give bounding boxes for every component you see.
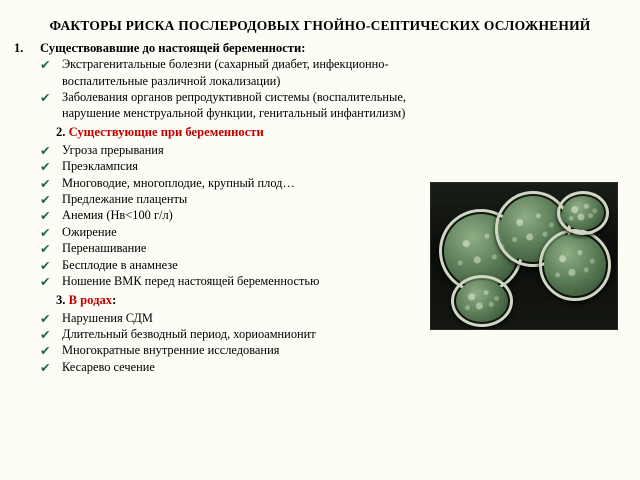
- list-item: [14, 176, 626, 192]
- section-1-title: Существовавшие до настоящей беременности:: [40, 40, 306, 55]
- list-item: [14, 143, 626, 159]
- list-item-label: Перенашивание: [62, 241, 147, 256]
- check-icon: ✔: [40, 159, 51, 175]
- section-2-title: Существующие при беременности: [68, 125, 264, 140]
- check-icon: ✔: [40, 89, 51, 105]
- list-item-label: Нарушения СДМ: [62, 310, 153, 325]
- list-item-label: Многоводие, многоплодие, крупный плод…: [62, 175, 295, 190]
- check-icon: ✔: [40, 224, 51, 240]
- list-item-label: Длительный безводный период, хориоамнионит: [62, 326, 316, 341]
- check-icon: ✔: [40, 257, 51, 273]
- section-2-number: 2.: [56, 125, 66, 140]
- list-item: [14, 192, 626, 208]
- list-item: [14, 327, 626, 343]
- list-item: [14, 159, 626, 175]
- list-item-label: Кесарево сечение: [62, 359, 155, 374]
- list-item: [14, 274, 626, 290]
- section-3-title-suffix: :: [112, 292, 117, 307]
- check-icon: ✔: [40, 310, 51, 326]
- slide-body: [14, 41, 626, 376]
- section-1-number: 1.: [14, 40, 24, 55]
- list-item-label: Ожирение: [62, 224, 117, 239]
- list-item: [14, 343, 626, 359]
- check-icon: ✔: [40, 326, 51, 342]
- list-item-label: Экстрагенитальные болезни (сахарный диабет, инфекционно-: [62, 57, 389, 72]
- check-icon: ✔: [40, 142, 51, 158]
- list-item: [14, 241, 626, 257]
- list-item: [14, 360, 626, 376]
- list-item-label: Бесплодие в анамнезе: [62, 257, 178, 272]
- list-item: [14, 57, 626, 73]
- list-item-label: Преэклампсия: [62, 159, 138, 174]
- list-item-label: Многократные внутренние исследования: [62, 343, 280, 358]
- section-3-heading: [14, 293, 626, 309]
- check-icon: ✔: [40, 241, 51, 257]
- list-item: [14, 225, 626, 241]
- list-item: [14, 311, 626, 327]
- check-icon: ✔: [40, 208, 51, 224]
- list-item-label: Предлежание плаценты: [62, 192, 188, 207]
- check-icon: ✔: [40, 57, 51, 73]
- section-2-heading: [14, 125, 626, 141]
- list-item: [14, 258, 626, 274]
- section-3-number: 3.: [56, 292, 66, 307]
- section-1-heading: [14, 41, 626, 56]
- list-item: [14, 90, 626, 106]
- check-icon: ✔: [40, 273, 51, 289]
- check-icon: ✔: [40, 359, 51, 375]
- list-item-continuation: нарушение менструальной функции, генитальный инфантилизм): [62, 106, 406, 121]
- list-item: [14, 208, 626, 224]
- list-item-label: Ношение ВМК перед настоящей беременностью: [62, 273, 320, 288]
- list-item-label: Угроза прерывания: [62, 142, 164, 157]
- section-3-title: В родах: [68, 292, 113, 307]
- list-item-label: Анемия (Нв<100 г/л): [62, 208, 173, 223]
- check-icon: ✔: [40, 192, 51, 208]
- page-title: ФАКТОРЫ РИСКА ПОСЛЕРОДОВЫХ ГНОЙНО-СЕПТИЧЕСКИХ ОСЛОЖНЕНИЙ: [49, 18, 591, 33]
- list-item-label: Заболевания органов репродуктивной системы (воспалительные,: [62, 89, 406, 104]
- list-item-continuation: воспалительные различной локализации): [62, 73, 281, 88]
- check-icon: ✔: [40, 175, 51, 191]
- check-icon: ✔: [40, 343, 51, 359]
